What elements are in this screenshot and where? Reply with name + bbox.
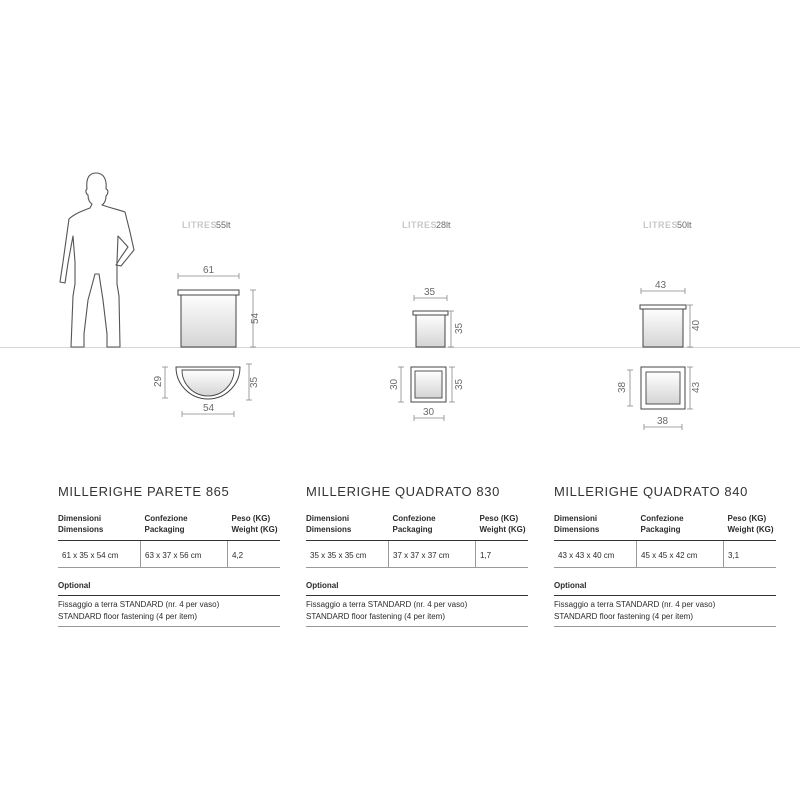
packaging-value: 63 x 37 x 56 cm — [141, 541, 228, 568]
pot-front-view — [416, 314, 445, 347]
dim-front-height: 54 — [250, 312, 261, 324]
dim-front-width: 43 — [655, 280, 667, 291]
product-title: MILLERIGHE QUADRATO 830 — [306, 484, 500, 499]
litres-label: LITRES — [182, 220, 218, 230]
optional-line: STANDARD floor fastening (4 per item) — [554, 612, 694, 621]
litres-label: LITRES — [643, 220, 679, 230]
spec-table — [554, 511, 776, 568]
weight-value: 4,2 — [228, 541, 281, 568]
dim-plan-side-right: 43 — [691, 381, 702, 393]
packaging-value: 45 x 45 x 42 cm — [637, 541, 724, 568]
litres-value: 55lt — [216, 220, 231, 230]
dim-front-width: 61 — [203, 265, 215, 276]
dimensions-value: 43 x 43 x 40 cm — [554, 541, 637, 568]
dim-front-width: 35 — [424, 287, 436, 298]
column-header-weight: Peso (KG) Weight (KG) — [228, 511, 281, 541]
optional-heading: Optional — [58, 581, 280, 596]
column-header-dimensions: Dimensioni Dimensions — [58, 511, 141, 541]
optional-line: STANDARD floor fastening (4 per item) — [58, 612, 198, 621]
dim-plan-width: 54 — [203, 403, 215, 414]
litres-label: LITRES — [402, 220, 438, 230]
table-row — [306, 541, 528, 568]
optional-line: Fissaggio a terra STANDARD (nr. 4 per vaso) — [58, 600, 220, 609]
dim-plan-width: 38 — [657, 416, 669, 427]
optional-line: STANDARD floor fastening (4 per item) — [306, 612, 446, 621]
dim-front-height: 40 — [691, 319, 702, 331]
table-row — [58, 541, 280, 568]
packaging-value: 37 x 37 x 37 cm — [389, 541, 476, 568]
column-header-dimensions: Dimensioni Dimensions — [306, 511, 389, 541]
product-spec-840 — [554, 484, 776, 627]
pot-front-view — [643, 308, 683, 347]
product-title: MILLERIGHE PARETE 865 — [58, 484, 230, 499]
optional-line: Fissaggio a terra STANDARD (nr. 4 per vaso) — [306, 600, 468, 609]
spec-table — [58, 511, 280, 568]
table-row — [554, 541, 776, 568]
column-header-packaging: Confezione Packaging — [637, 511, 724, 541]
optional-heading: Optional — [306, 581, 528, 596]
column-header-weight: Peso (KG) Weight (KG) — [476, 511, 529, 541]
optional-heading: Optional — [554, 581, 776, 596]
dim-plan-depth-outer: 35 — [249, 376, 260, 388]
column-header-dimensions: Dimensioni Dimensions — [554, 511, 637, 541]
dim-front-height: 35 — [454, 322, 465, 334]
dimensions-value: 61 x 35 x 54 cm — [58, 541, 141, 568]
product-title: MILLERIGHE QUADRATO 840 — [554, 484, 748, 499]
litres-value: 50lt — [677, 220, 692, 230]
column-header-packaging: Confezione Packaging — [389, 511, 476, 541]
dim-plan-depth-inner: 29 — [153, 375, 164, 387]
column-header-weight: Peso (KG) Weight (KG) — [724, 511, 777, 541]
weight-value: 1,7 — [476, 541, 529, 568]
dim-plan-side-left: 38 — [617, 381, 628, 393]
dim-plan-width: 30 — [423, 407, 435, 418]
dimensions-value: 35 x 35 x 35 cm — [306, 541, 389, 568]
product-spec-865 — [58, 484, 280, 627]
pot-front-view — [181, 293, 236, 347]
dim-plan-side-left: 30 — [389, 378, 400, 390]
human-figure-icon — [60, 173, 134, 347]
column-header-packaging: Confezione Packaging — [141, 511, 228, 541]
spec-table — [306, 511, 528, 568]
weight-value: 3,1 — [724, 541, 777, 568]
optional-line: Fissaggio a terra STANDARD (nr. 4 per vaso) — [554, 600, 716, 609]
litres-value: 28lt — [436, 220, 451, 230]
dim-plan-side-right: 35 — [454, 378, 465, 390]
product-spec-830 — [306, 484, 528, 627]
